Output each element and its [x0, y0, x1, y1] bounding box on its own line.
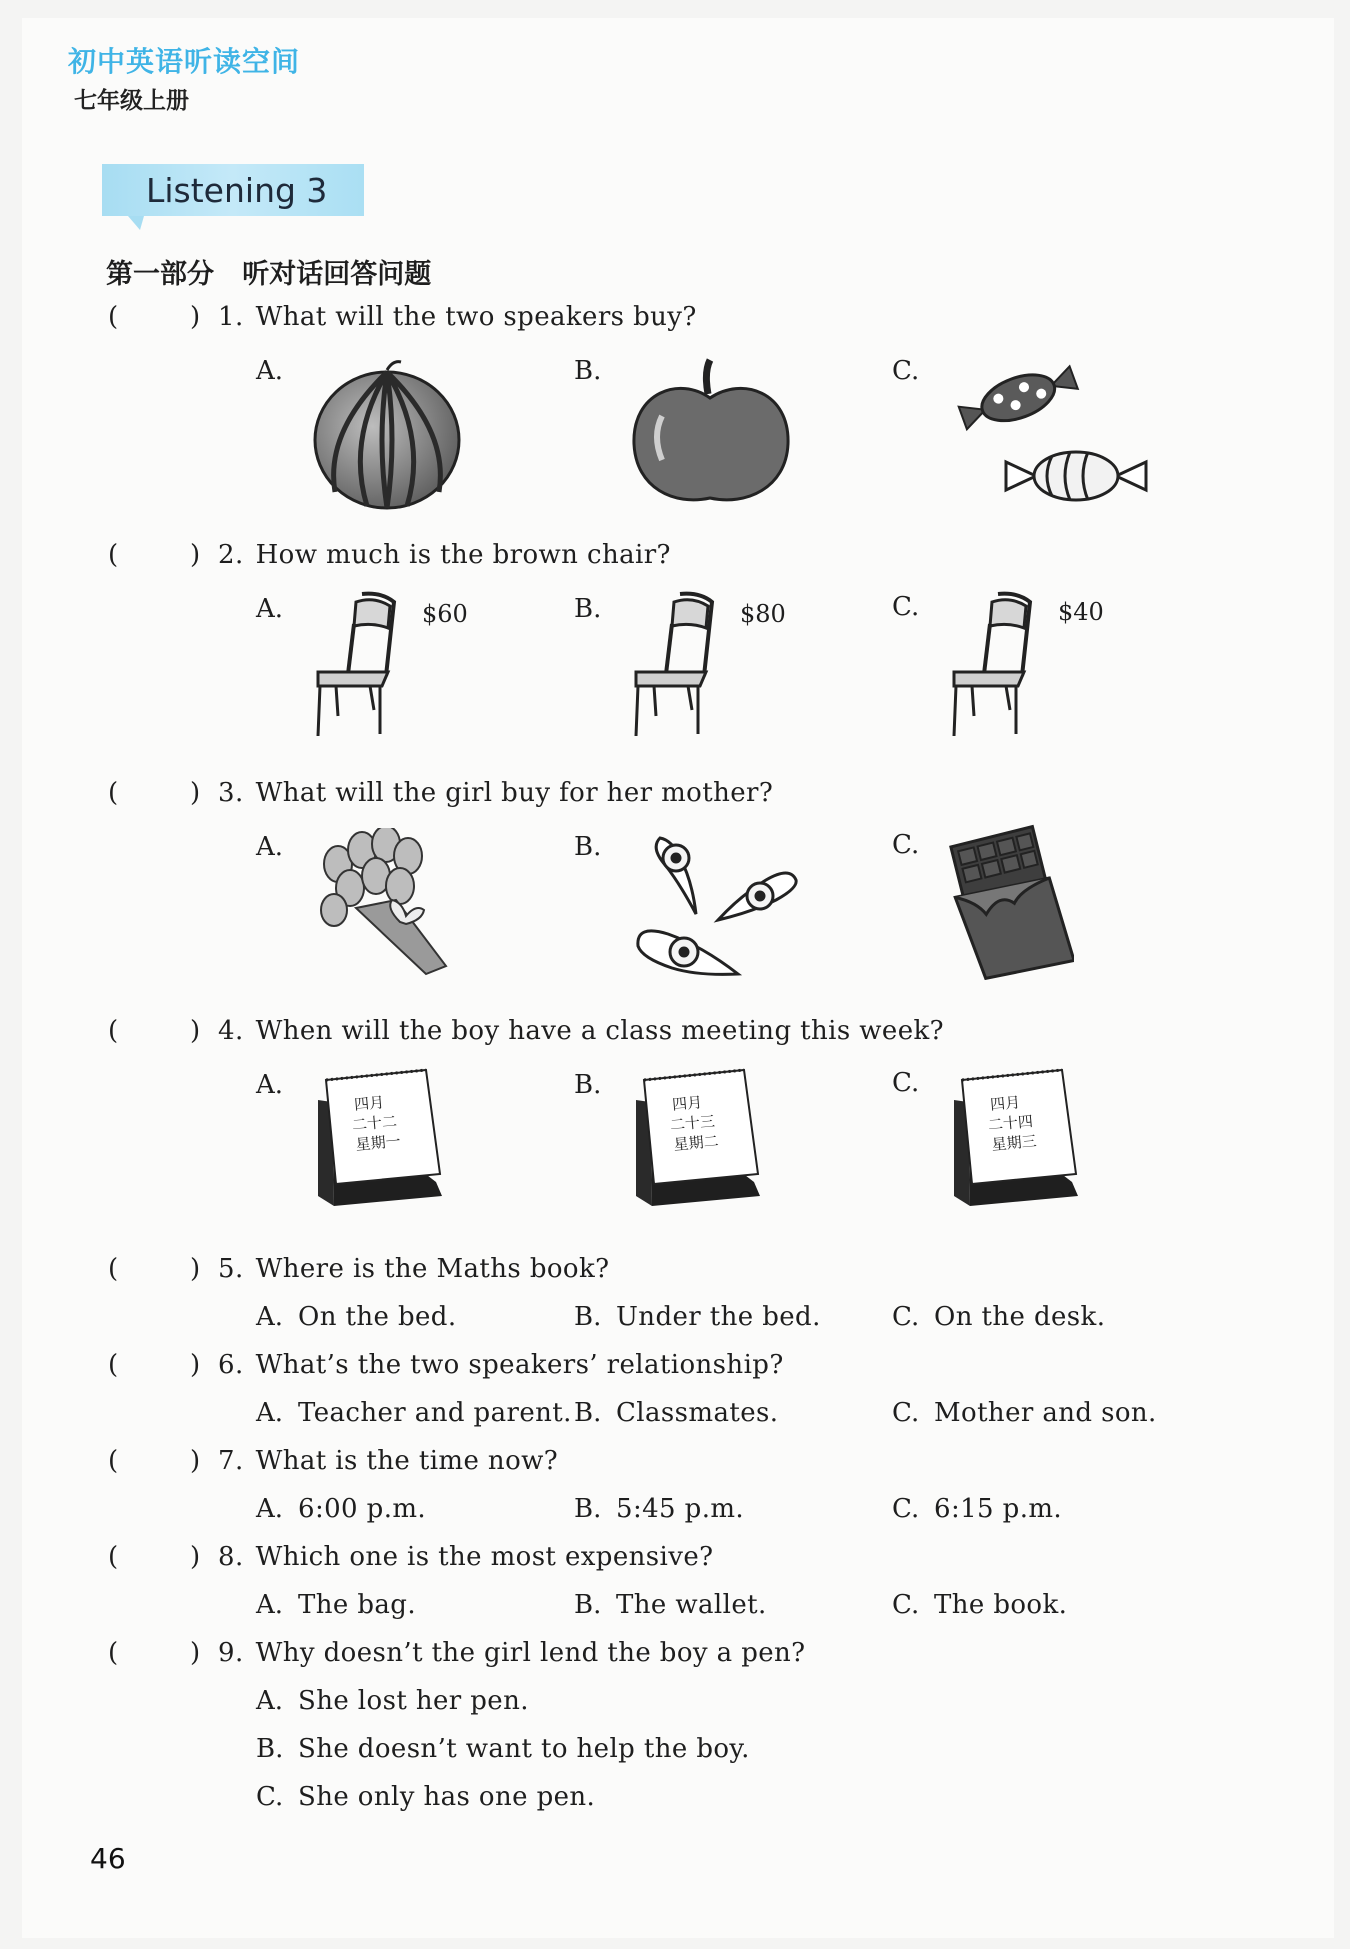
- option-letter: A.: [256, 1070, 284, 1100]
- option-letter: C.: [892, 356, 920, 386]
- option-letter: B.: [574, 356, 602, 386]
- option-letter: B.: [574, 1302, 602, 1332]
- option-text: She lost her pen.: [298, 1686, 529, 1716]
- answer-paren-open: (: [108, 1016, 119, 1046]
- answer-paren-open: (: [108, 1638, 119, 1668]
- option-text: On the bed.: [298, 1302, 457, 1332]
- option-text: She only has one pen.: [298, 1782, 596, 1812]
- answer-paren-close: ): [190, 1542, 201, 1572]
- option-text: Teacher and parent.: [298, 1398, 572, 1428]
- question-stem: Where is the Maths book?: [255, 1254, 610, 1284]
- option-letter: A.: [256, 356, 284, 386]
- answer-paren-open: (: [108, 1350, 119, 1380]
- option-letter: A.: [256, 832, 284, 862]
- calendar-month: 四月: [353, 1093, 385, 1114]
- option-text: Mother and son.: [934, 1398, 1157, 1428]
- book-subtitle: 七年级上册: [74, 87, 189, 114]
- option-letter: B.: [574, 1590, 602, 1620]
- answer-paren-open: (: [108, 540, 119, 570]
- option-letter: B.: [574, 832, 602, 862]
- option-letter: A.: [256, 1302, 284, 1332]
- option-letter: C.: [892, 830, 920, 860]
- book-title: 初中英语听读空间: [68, 45, 301, 78]
- flower-bouquet-icon: [316, 828, 462, 978]
- option-letter: B.: [256, 1734, 284, 1764]
- question-text: [218, 1350, 784, 1380]
- answer-paren-close: ): [190, 540, 201, 570]
- calendar-date: 二十四: [987, 1112, 1034, 1135]
- option-letter: B.: [574, 1070, 602, 1100]
- option-letter: C.: [892, 1590, 920, 1620]
- question-text: [218, 778, 773, 808]
- option-letter: A.: [256, 1494, 284, 1524]
- option-text: On the desk.: [934, 1302, 1106, 1332]
- hair-clips-icon: [632, 828, 808, 984]
- question-text: [218, 1638, 806, 1668]
- answer-paren-open: (: [108, 302, 119, 332]
- option-letter: A.: [256, 594, 284, 624]
- question-number: 1.: [218, 302, 244, 332]
- question-number: 4.: [218, 1016, 244, 1046]
- price-label: $80: [740, 600, 786, 628]
- candies-icon: [948, 352, 1154, 508]
- question-number: 9.: [218, 1638, 244, 1668]
- option-text: 5:45 p.m.: [616, 1494, 745, 1524]
- answer-paren-close: ): [190, 302, 201, 332]
- question-number: 3.: [218, 778, 244, 808]
- option-letter: B.: [574, 594, 602, 624]
- calendar-weekday: 星期一: [354, 1131, 402, 1154]
- option-letter: C.: [892, 1068, 920, 1098]
- answer-paren-close: ): [190, 1350, 201, 1380]
- question-stem: Which one is the most expensive?: [255, 1542, 714, 1572]
- apple-icon: [630, 354, 792, 506]
- option-text: The bag.: [298, 1590, 416, 1620]
- answer-paren-open: (: [108, 1254, 119, 1284]
- option-letter: B.: [574, 1494, 602, 1524]
- calendar-weekday: 星期三: [990, 1131, 1038, 1154]
- answer-paren-close: ): [190, 1016, 201, 1046]
- question-stem: What will the two speakers buy?: [255, 302, 697, 332]
- option-letter: C.: [892, 592, 920, 622]
- desk-calendar-icon: [948, 1066, 1082, 1216]
- question-stem: Why doesn’t the girl lend the boy a pen?: [255, 1638, 806, 1668]
- answer-paren-close: ): [190, 1254, 201, 1284]
- calendar-month: 四月: [989, 1093, 1021, 1114]
- answer-paren-open: (: [108, 1446, 119, 1476]
- option-letter: A.: [256, 1590, 284, 1620]
- question-text: [218, 1446, 558, 1476]
- answer-paren-close: ): [190, 1638, 201, 1668]
- chair-icon: [310, 590, 420, 740]
- question-text: [218, 302, 697, 332]
- answer-paren-open: (: [108, 1542, 119, 1572]
- option-text: She doesn’t want to help the boy.: [298, 1734, 750, 1764]
- question-text: [218, 1254, 609, 1284]
- answer-paren-open: (: [108, 778, 119, 808]
- option-letter: A.: [256, 1686, 284, 1716]
- option-letter: C.: [892, 1398, 920, 1428]
- question-number: 2.: [218, 540, 244, 570]
- price-label: $60: [422, 600, 468, 628]
- calendar-weekday: 星期二: [672, 1131, 720, 1154]
- question-text: [218, 540, 671, 570]
- desk-calendar-icon: [312, 1066, 446, 1216]
- question-stem: What is the time now?: [255, 1446, 559, 1476]
- option-letter: C.: [256, 1782, 284, 1812]
- question-stem: How much is the brown chair?: [255, 540, 671, 570]
- part-heading: 第一部分 听对话回答问题: [106, 259, 432, 290]
- question-text: [218, 1016, 944, 1046]
- chair-icon: [946, 590, 1056, 740]
- option-letter: C.: [892, 1302, 920, 1332]
- option-letter: A.: [256, 1398, 284, 1428]
- section-title: Listening 3: [146, 171, 328, 210]
- section-banner: [102, 164, 364, 216]
- question-number: 5.: [218, 1254, 244, 1284]
- question-number: 6.: [218, 1350, 244, 1380]
- option-letter: C.: [892, 1494, 920, 1524]
- chocolate-bar-icon: [948, 824, 1074, 980]
- calendar-date: 二十二: [351, 1112, 398, 1135]
- option-text: The wallet.: [616, 1590, 767, 1620]
- calendar-month: 四月: [671, 1093, 703, 1114]
- option-text: 6:15 p.m.: [934, 1494, 1063, 1524]
- question-number: 8.: [218, 1542, 244, 1572]
- price-label: $40: [1058, 598, 1104, 626]
- answer-paren-close: ): [190, 1446, 201, 1476]
- desk-calendar-icon: [630, 1066, 764, 1216]
- answer-paren-close: ): [190, 778, 201, 808]
- option-text: Under the bed.: [616, 1302, 821, 1332]
- page-number: 46: [90, 1842, 126, 1875]
- option-text: The book.: [934, 1590, 1068, 1620]
- option-letter: B.: [574, 1398, 602, 1428]
- watermelon-icon: [312, 354, 462, 510]
- option-text: 6:00 p.m.: [298, 1494, 427, 1524]
- question-stem: What will the girl buy for her mother?: [255, 778, 774, 808]
- option-text: Classmates.: [616, 1398, 779, 1428]
- question-stem: What’s the two speakers’ relationship?: [255, 1350, 784, 1380]
- question-text: [218, 1542, 713, 1572]
- chair-icon: [628, 590, 738, 740]
- question-stem: When will the boy have a class meeting this week?: [255, 1016, 944, 1046]
- calendar-date: 二十三: [669, 1112, 716, 1135]
- question-number: 7.: [218, 1446, 244, 1476]
